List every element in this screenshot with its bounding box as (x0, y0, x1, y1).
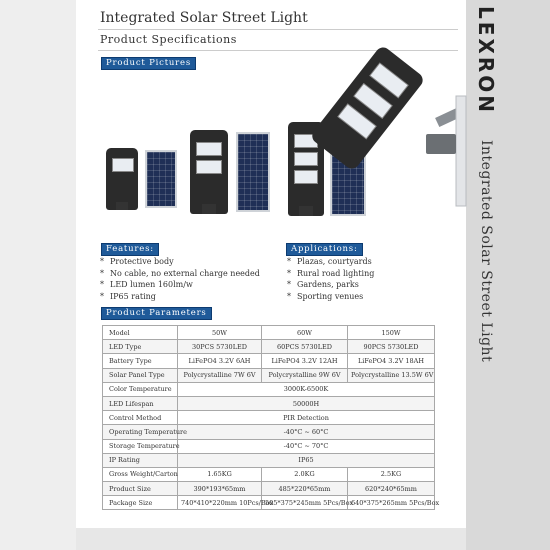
table-row-label: Operating Temperature (103, 425, 178, 439)
table-row (103, 354, 435, 368)
application-item: * Plazas, courtyards (287, 256, 374, 268)
table-cell: 50W (178, 326, 262, 340)
sidebar-title: Integrated Solar Street Light (478, 140, 494, 363)
table-cell: 50000H (178, 396, 435, 410)
table-cell: LiFePO4 3.2V 18AH (348, 354, 435, 368)
table-row (103, 382, 435, 396)
table-cell: 505*375*245mm 5Pcs/Box (262, 496, 348, 510)
table-cell: Polycrystalline 13.5W 6V (348, 368, 435, 382)
table-cell: 640*375*265mm 5Pcs/Box (348, 496, 435, 510)
table-cell: 620*240*65mm (348, 482, 435, 496)
left-margin (0, 0, 76, 550)
table-row (103, 368, 435, 382)
table-row-label: Product Size (103, 482, 178, 496)
table-row-label: Solar Panel Type (103, 368, 178, 382)
product-image-60w (188, 130, 272, 216)
table-cell: 90PCS 5730LED (348, 340, 435, 354)
section-badge-pictures: Product Pictures (101, 57, 196, 70)
parameters-table (102, 325, 440, 510)
feature-item: * LED lumen 160lm/w (100, 279, 260, 291)
table-cell: -40°C ~ 60°C (178, 425, 435, 439)
feature-item: * IP65 rating (100, 291, 260, 303)
table-row (103, 453, 435, 467)
section-badge-applications: Applications: (286, 243, 363, 256)
table-row-label: Package Size (103, 496, 178, 510)
table-cell: 60W (262, 326, 348, 340)
table-row-label: Storage Temperature (103, 439, 178, 453)
table-cell: 740*410*220mm 10Pcs/Box (178, 496, 262, 510)
table-row (103, 482, 435, 496)
table-cell: -40°C ~ 70°C (178, 439, 435, 453)
feature-item: * Protective body (100, 256, 260, 268)
table-row-label: LED Lifespan (103, 396, 178, 410)
section-badge-parameters: Product Parameters (101, 307, 212, 320)
page-title: Integrated Solar Street Light (100, 10, 308, 26)
table-row (103, 411, 435, 425)
table-cell: LiFePO4 3.2V 6AH (178, 354, 262, 368)
table-row (103, 425, 435, 439)
features-list (100, 256, 260, 302)
table-cell: Polycrystalline 9W 6V (262, 368, 348, 382)
table-row-label: IP Rating (103, 453, 178, 467)
table-cell: 1.65KG (178, 467, 262, 481)
table-cell: 485*220*65mm (262, 482, 348, 496)
table-cell: IP65 (178, 453, 435, 467)
subtitle-divider (98, 50, 458, 51)
table-cell: Polycrystalline 7W 6V (178, 368, 262, 382)
title-divider (98, 29, 458, 30)
table-cell: 30PCS 5730LED (178, 340, 262, 354)
table-cell: 60PCS 5730LED (262, 340, 348, 354)
table-row-label: Battery Type (103, 354, 178, 368)
table-row (103, 439, 435, 453)
table-cell: 390*193*65mm (178, 482, 262, 496)
table-row (103, 396, 435, 410)
pole-mounted-lamp-icon (318, 56, 470, 206)
section-badge-features: Features: (101, 243, 159, 256)
table-cell: 150W (348, 326, 435, 340)
table-row-label: Color Temperature (103, 382, 178, 396)
product-image-50w (104, 148, 176, 214)
application-item: * Rural road lighting (287, 268, 374, 280)
table-cell: PIR Detection (178, 411, 435, 425)
product-image-pole-mounted (318, 56, 470, 206)
table-row (103, 467, 435, 481)
table-row-label: Model (103, 326, 178, 340)
application-item: * Sporting venues (287, 291, 374, 303)
table-cell: 2.0KG (262, 467, 348, 481)
feature-item: * No cable, no external charge needed (100, 268, 260, 280)
bottom-margin (76, 528, 466, 550)
table-row-label: LED Type (103, 340, 178, 354)
table-cell: LiFePO4 3.2V 12AH (262, 354, 348, 368)
table-row (103, 326, 435, 340)
table-cell: 3000K-6500K (178, 382, 435, 396)
page-subtitle: Product Specifications (100, 33, 237, 46)
applications-list (287, 256, 374, 302)
table-cell: 2.5KG (348, 467, 435, 481)
table-row (103, 496, 435, 510)
application-item: * Gardens, parks (287, 279, 374, 291)
brand-logo: LEXRON (474, 6, 498, 115)
table-row (103, 340, 435, 354)
table-row-label: Control Method (103, 411, 178, 425)
table-row-label: Gross Weight/Carton (103, 467, 178, 481)
